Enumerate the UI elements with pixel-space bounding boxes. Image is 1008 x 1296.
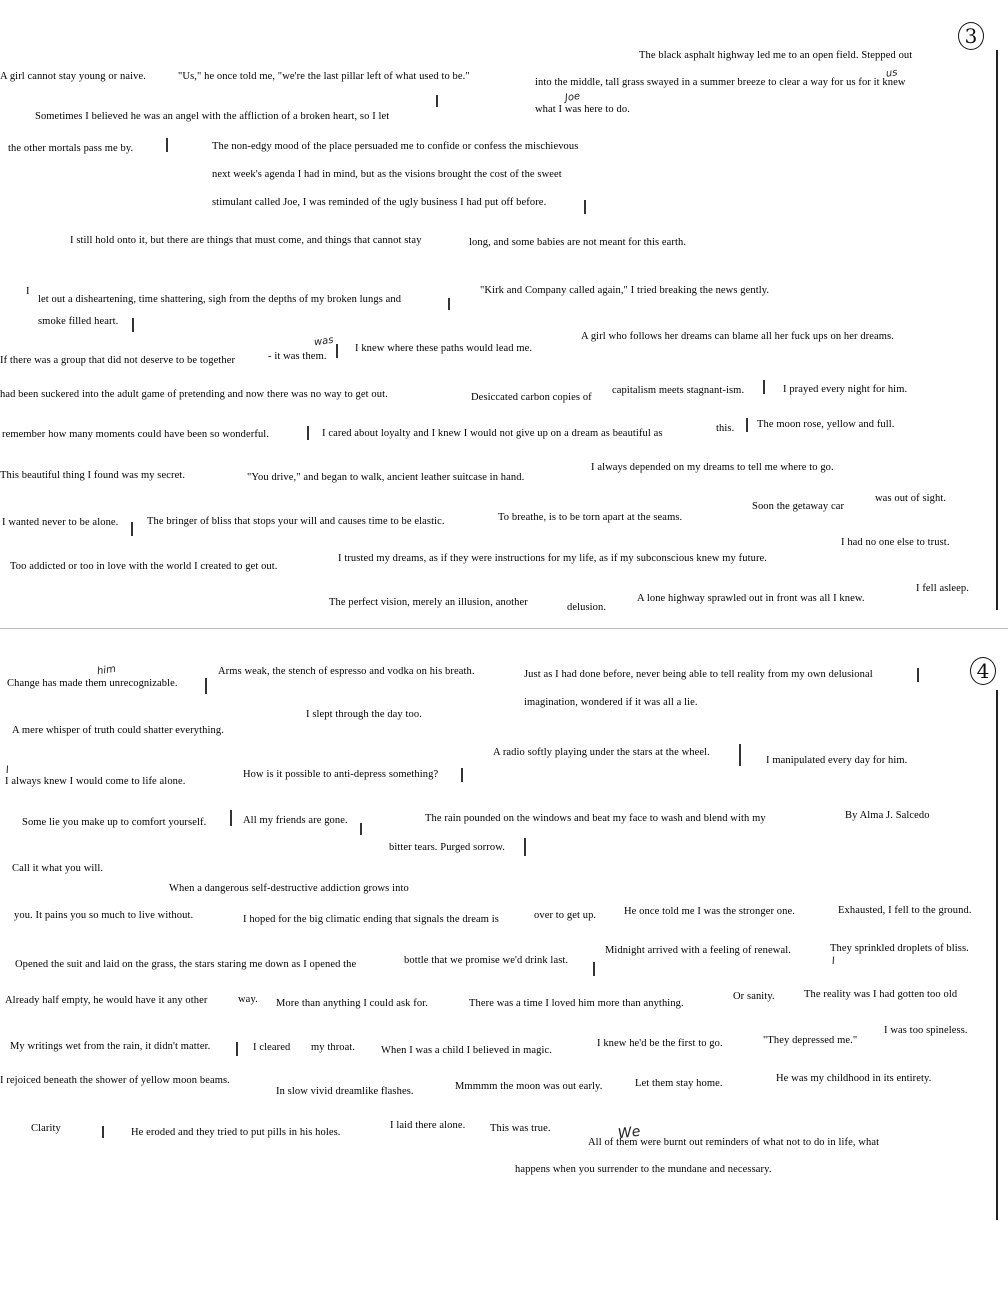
text-strip: The perfect vision, merely an illusion, another (329, 597, 528, 608)
text-strip: remember how many moments could have been so wonderful. (2, 429, 270, 440)
text-strip: next week's agenda I had in mind, but as the visions brought the cost of the sweet (212, 169, 562, 180)
text-strip: I rejoiced beneath the shower of yellow moon beams. (0, 1075, 230, 1086)
text-strip: I had no one else to trust. (841, 537, 950, 548)
text-strip: In slow vivid dreamlike flashes. (276, 1086, 414, 1097)
bar-mark (336, 344, 338, 358)
text-strip: capitalism meets stagnant-ism. (612, 385, 745, 396)
handwritten-mark: us (885, 67, 899, 80)
text-strip: The non-edgy mood of the place persuaded me to confide or confess the mischievous (212, 141, 579, 152)
bar-mark (461, 768, 463, 782)
text-strip: I (26, 286, 30, 297)
bar-mark (166, 138, 168, 152)
text-strip: Call it what you will. (12, 863, 104, 874)
text-strip: Too addicted or too in love with the world I created to get out. (10, 561, 278, 572)
text-strip: Just as I had done before, never being able to tell reality from my own delusional (524, 669, 873, 680)
text-strip: stimulant called Joe, I was reminded of the ugly business I had put off before. (212, 197, 547, 208)
text-strip: I always knew I would come to life alone. (5, 776, 186, 787)
text-strip: By Alma J. Salcedo (845, 810, 930, 821)
text-strip: Mmmmm the moon was out early. (455, 1081, 603, 1092)
bar-mark (917, 668, 919, 682)
text-strip: Already half empty, he would have it any other (5, 995, 208, 1006)
bar-mark (307, 426, 309, 440)
text-strip: The reality was I had gotten too old (804, 989, 958, 1000)
bar-mark (102, 1126, 104, 1138)
text-strip: There was a time I loved him more than anything. (469, 998, 684, 1009)
text-strip: A mere whisper of truth could shatter everything. (12, 725, 224, 736)
text-strip: the other mortals pass me by. (8, 143, 134, 154)
bar-mark (739, 744, 741, 766)
text-strip: Midnight arrived with a feeling of renewal. (605, 945, 791, 956)
text-strip: The bringer of bliss that stops your will and causes time to be elastic. (147, 516, 445, 527)
text-strip: Desiccated carbon copies of (471, 392, 592, 403)
page-number-bottom: 4 (970, 657, 996, 685)
text-strip: let out a disheartening, time shattering, sigh from the depths of my broken lungs and (38, 294, 402, 305)
text-strip: He once told me I was the stronger one. (624, 906, 795, 917)
text-strip: A girl cannot stay young or naive. (0, 71, 146, 82)
page-edge-rule-top (996, 50, 998, 610)
text-strip: had been suckered into the adult game of pretending and now there was no way to get out. (0, 389, 388, 400)
text-strip: Soon the getaway car (752, 501, 845, 512)
text-strip: Or sanity. (733, 991, 775, 1002)
text-strip: This beautiful thing I found was my secret. (0, 470, 186, 481)
text-strip: "They depressed me." (763, 1035, 858, 1046)
text-strip: He eroded and they tried to put pills in his holes. (131, 1127, 341, 1138)
text-strip: I was too spineless. (884, 1025, 968, 1036)
bar-mark (205, 678, 207, 694)
text-strip: happens when you surrender to the mundane and necessary. (515, 1164, 772, 1175)
text-strip: I manipulated every day for him. (766, 755, 908, 766)
bar-mark (132, 318, 134, 332)
text-strip: I knew where these paths would lead me. (355, 343, 533, 354)
text-strip: I fell asleep. (916, 583, 969, 594)
handwritten-mark: Joe (564, 90, 581, 105)
text-strip: I wanted never to be alone. (2, 517, 119, 528)
bar-mark (360, 823, 362, 835)
bar-mark (230, 810, 232, 826)
text-strip: This was true. (490, 1123, 551, 1134)
handwritten-mark: I (5, 764, 10, 777)
text-strip: I cared about loyalty and I knew I would not give up on a dream as beautiful as (322, 428, 663, 439)
text-strip: Sometimes I believed he was an angel with the affliction of a broken heart, so I let (35, 111, 390, 122)
text-strip: I laid there alone. (390, 1120, 466, 1131)
text-strip: I cleared (253, 1042, 291, 1053)
text-strip: More than anything I could ask for. (276, 998, 428, 1009)
text-strip: Let them stay home. (635, 1078, 723, 1089)
text-strip: long, and some babies are not meant for this earth. (469, 237, 687, 248)
text-strip: My writings wet from the rain, it didn't matter. (10, 1041, 211, 1052)
text-strip: my throat. (311, 1042, 356, 1053)
text-strip: How is it possible to anti-depress something? (243, 769, 439, 780)
text-strip: The black asphalt highway led me to an open field. Stepped out (639, 50, 913, 61)
text-strip: "Us," he once told me, "we're the last pillar left of what used to be." (178, 71, 470, 82)
text-strip: All my friends are gone. (243, 815, 348, 826)
text-strip: - it was them. (268, 351, 327, 362)
text-strip: Opened the suit and laid on the grass, the stars staring me down as I opened the (15, 959, 357, 970)
page-divider (0, 628, 1008, 629)
text-strip: I always depended on my dreams to tell me where to go. (591, 462, 834, 473)
text-strip: Clarity (31, 1123, 61, 1134)
handwritten-mark: was (313, 334, 335, 349)
text-strip: Exhausted, I fell to the ground. (838, 905, 972, 916)
text-strip: Change has made them unrecognizable. (7, 678, 178, 689)
text-strip: All of them were burnt out reminders of what not to do in life, what (588, 1137, 880, 1148)
text-strip: When a dangerous self-destructive addiction grows into (169, 883, 409, 894)
text-strip: Arms weak, the stench of espresso and vodka on his breath. (218, 666, 475, 677)
text-strip: I still hold onto it, but there are things that must come, and things that cannot stay (70, 235, 422, 246)
text-strip: delusion. (567, 602, 607, 613)
handwritten-mark: him (96, 663, 117, 678)
bar-mark (593, 962, 595, 976)
text-strip: into the middle, tall grass swayed in a summer breeze to clear a way for us for it knew (535, 77, 906, 88)
text-strip: bitter tears. Purged sorrow. (389, 842, 505, 853)
text-strip: I hoped for the big climatic ending that signals the dream is (243, 914, 499, 925)
text-strip: A radio softly playing under the stars at the wheel. (493, 747, 710, 758)
text-strip: A lone highway sprawled out in front was all I knew. (637, 593, 865, 604)
handwritten-mark: We (616, 1123, 642, 1143)
bar-mark (763, 380, 765, 394)
text-strip: "You drive," and began to walk, ancient leather suitcase in hand. (247, 472, 525, 483)
bar-mark (436, 95, 438, 107)
text-strip: I prayed every night for him. (783, 384, 908, 395)
text-strip: you. It pains you so much to live without. (14, 910, 194, 921)
text-strip: They sprinkled droplets of bliss. (830, 943, 969, 954)
text-strip: imagination, wondered if it was all a lie. (524, 697, 698, 708)
text-strip: If there was a group that did not deserve to be together (0, 355, 236, 366)
bar-mark (746, 418, 748, 432)
text-strip: way. (238, 994, 258, 1005)
bar-mark (131, 522, 133, 536)
bar-mark (236, 1042, 238, 1056)
text-strip: over to get up. (534, 910, 597, 921)
text-strip: what I was here to do. (535, 104, 630, 115)
text-strip: was out of sight. (875, 493, 947, 504)
text-strip: The rain pounded on the windows and beat my face to wash and blend with my (425, 813, 766, 824)
text-strip: He was my childhood in its entirety. (776, 1073, 932, 1084)
bar-mark (524, 838, 526, 856)
page-edge-rule-bottom (996, 690, 998, 1220)
text-strip: When I was a child I believed in magic. (381, 1045, 552, 1056)
text-strip: this. (716, 423, 735, 434)
text-strip: The moon rose, yellow and full. (757, 419, 895, 430)
text-strip: Some lie you make up to comfort yourself. (22, 817, 207, 828)
bar-mark (448, 298, 450, 310)
text-strip: To breathe, is to be torn apart at the seams. (498, 512, 683, 523)
text-strip: "Kirk and Company called again," I tried breaking the news gently. (480, 285, 770, 296)
bar-mark (584, 200, 586, 214)
text-strip: I trusted my dreams, as if they were instructions for my life, as if my subconscious knew my future. (338, 553, 768, 564)
text-strip: I slept through the day too. (306, 709, 422, 720)
handwritten-mark: I (831, 955, 836, 968)
text-strip: bottle that we promise we'd drink last. (404, 955, 569, 966)
text-strip: A girl who follows her dreams can blame all her fuck ups on her dreams. (581, 331, 894, 342)
page-number-top: 3 (958, 22, 984, 50)
text-strip: I knew he'd be the first to go. (597, 1038, 723, 1049)
text-strip: smoke filled heart. (38, 316, 119, 327)
